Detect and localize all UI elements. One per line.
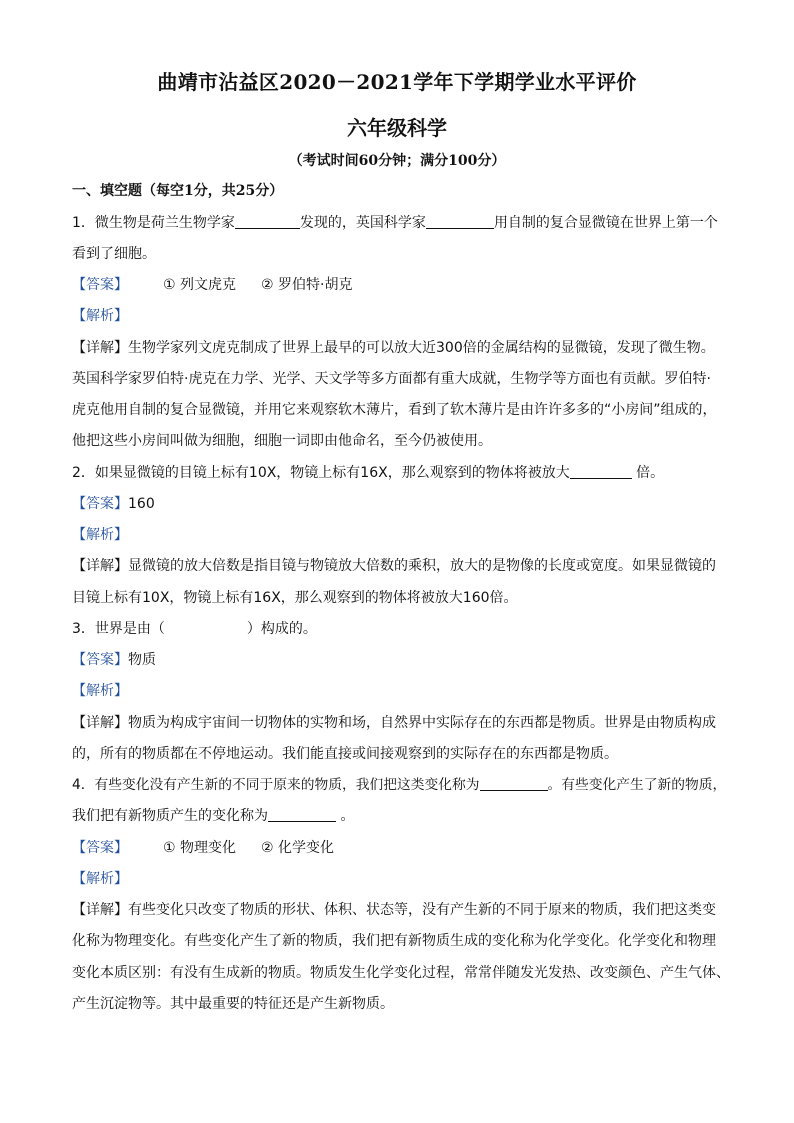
q4-answer: 【答案】 ① 物理变化 ② 化学变化 bbox=[72, 840, 335, 856]
answer-label: 【答案】 bbox=[72, 496, 128, 512]
question-4: 4．有些变化没有产生新的不同于原来的物质，我们把这类变化称为 。有些变化产生了新的物质， bbox=[72, 777, 727, 793]
detail-label: 【详解】 bbox=[72, 902, 128, 918]
exam-info: （考试时间60分钟；满分100分） bbox=[288, 153, 506, 169]
q4-detail-line: 化称为物理变化。有些变化产生了新的物质，我们把有新物质生成的变化称为化学变化。化学变化和物理 bbox=[72, 933, 716, 949]
answer-blank bbox=[268, 807, 336, 822]
detail-label: 【详解】 bbox=[72, 558, 128, 574]
q1-detail: 【详解】生物学家列文虎克制成了世界上最早的可以放大近300倍的金属结构的显微镜，发现了微生物。 bbox=[72, 340, 715, 356]
question-4-line-2: 我们把有新物质产生的变化称为 。 bbox=[72, 808, 355, 824]
q4-detail: 【详解】有些变化只改变了物质的形状、体积、状态等，没有产生新的不同于原来的物质，我们把这类变 bbox=[72, 902, 716, 918]
q4-analysis-label: 【解析】 bbox=[72, 871, 128, 887]
q1-detail-line: 他把这些小房间叫做为细胞，细胞一词即由他命名，至今仍被使用。 bbox=[72, 433, 492, 449]
q1-analysis-label: 【解析】 bbox=[72, 308, 128, 324]
document-title: 曲靖市沾益区2020－2021学年下学期学业水平评价 bbox=[157, 70, 637, 94]
document-subtitle: 六年级科学 bbox=[347, 116, 447, 140]
question-3: 3．世界是由（ ）构成的。 bbox=[72, 621, 317, 637]
q4-detail-line: 变化本质区别：有没有生成新的物质。物质发生化学变化过程，常常伴随发光发热、改变颜色、产生气体、 bbox=[72, 965, 730, 981]
answer-blank bbox=[235, 214, 300, 229]
answer-blank bbox=[570, 464, 632, 479]
section-title: 一、填空题（每空1分，共25分） bbox=[72, 183, 284, 199]
answer-label: 【答案】 bbox=[72, 652, 128, 668]
q2-detail-line: 目镜上标有10X，物镜上标有16X，那么观察到的物体将被放大160倍。 bbox=[72, 590, 518, 606]
q1-detail-line: 英国科学家罗伯特·虎克在力学、光学、天文学等多方面都有重大成就，生物学等方面也有贡献。罗伯特· bbox=[72, 371, 711, 387]
answer-label: 【答案】 bbox=[72, 840, 128, 856]
q2-detail: 【详解】显微镜的放大倍数是指目镜与物镜放大倍数的乘积，放大的是物像的长度或宽度。如果显微镜的 bbox=[72, 558, 716, 574]
q3-answer: 【答案】物质 bbox=[72, 652, 156, 668]
question-2: 2．如果显微镜的目镜上标有10X，物镜上标有16X，那么观察到的物体将被放大 倍。 bbox=[72, 465, 665, 481]
answer-label: 【答案】 bbox=[72, 277, 128, 293]
q3-detail-line: 的，所有的物质都在不停地运动。我们能直接或间接观察到的实际存在的东西都是物质。 bbox=[72, 746, 618, 762]
detail-label: 【详解】 bbox=[72, 715, 128, 731]
q1-answer: 【答案】 ① 列文虎克 ② 罗伯特·胡克 bbox=[72, 277, 353, 293]
q1-detail-line: 虎克他用自制的复合显微镜，并用它来观察软木薄片，看到了软木薄片是由许许多多的“小房间”组成的， bbox=[72, 402, 717, 418]
question-1: 1．微生物是荷兰生物学家 发现的，英国科学家 用自制的复合显微镜在世界上第一个 bbox=[72, 215, 718, 231]
q3-analysis-label: 【解析】 bbox=[72, 683, 128, 699]
q2-analysis-label: 【解析】 bbox=[72, 527, 128, 543]
q2-answer: 【答案】160 bbox=[72, 496, 155, 512]
q3-detail: 【详解】物质为构成宇宙间一切物体的实物和场，自然界中实际存在的东西都是物质。世界是由物质构成 bbox=[72, 715, 716, 731]
question-1-line-2: 看到了细胞。 bbox=[72, 246, 156, 262]
answer-blank bbox=[480, 776, 548, 791]
answer-blank bbox=[426, 214, 494, 229]
detail-label: 【详解】 bbox=[72, 340, 128, 356]
q4-detail-line: 产生沉淀物等。其中最重要的特征还是产生新物质。 bbox=[72, 996, 394, 1012]
